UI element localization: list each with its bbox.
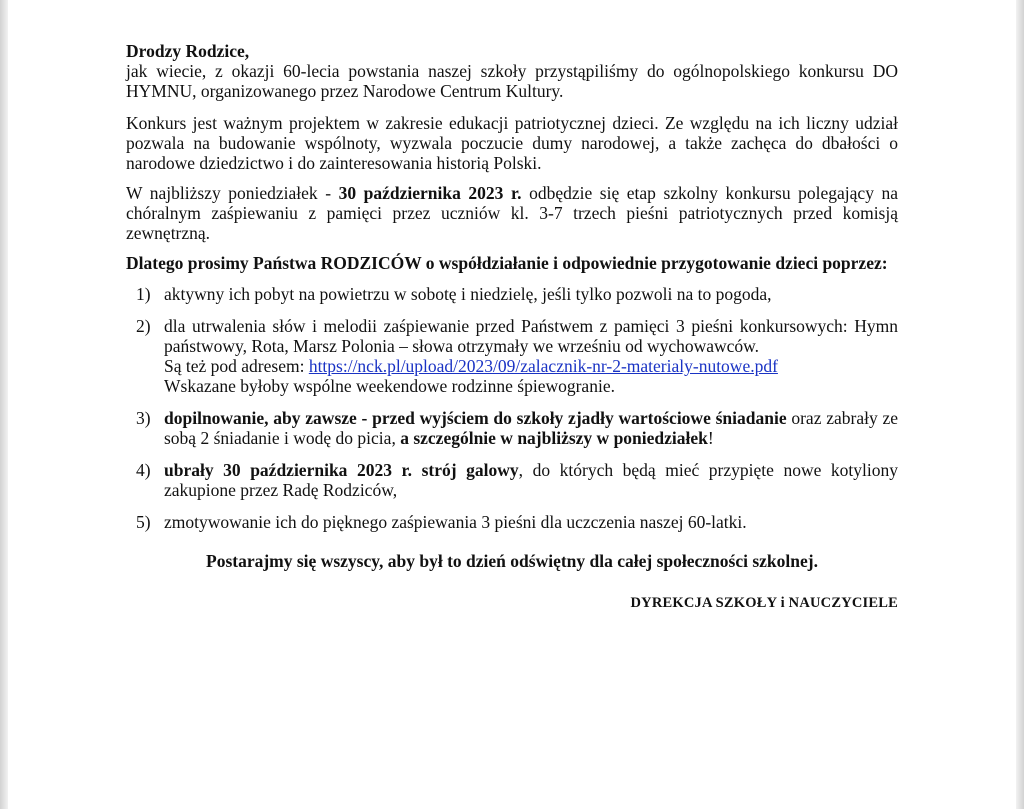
request-heading: Dlatego prosimy Państwa RODZICÓW o współdziałanie i odpowiednie przygotowanie dzieci poprzez: (126, 253, 888, 273)
paragraph-contest-date (126, 183, 898, 243)
list-number: 1) (136, 284, 151, 304)
list-item (126, 408, 898, 448)
list-text: , do których będą mieć przypięte nowe kotyliony zakupione przez Radę Rodziców, (164, 460, 898, 500)
list-text: ! (707, 428, 714, 448)
greeting: Drodzy Rodzice, (126, 41, 250, 61)
page-edge-left (0, 0, 8, 809)
materials-link[interactable]: https://nck.pl/upload/2023/09/zalacznik-nr-2-materialy-nutowe.pdf (308, 356, 778, 376)
list-text: dla utrwalenia słów i melodii zaśpiewanie przed Państwem z pamięci 3 pieśni konkursowych: Hymn państwowy, Rota, Marsz Polonia – słowa otrzymały we wrześniu od wychowawców. (164, 316, 898, 356)
address-label: Są też pod adresem: (164, 356, 309, 376)
intro-paragraph: jak wiecie, z okazji 60-lecia powstania naszej szkoły przystąpiliśmy do ogólnopolskiego konkursu DO HYMNU, organizowanego przez Narodowe Centrum Kultury. (126, 61, 898, 101)
list-text: zmotywowanie ich do pięknego zaśpiewania 3 pieśni dla uczczenia naszej 60-latki. (164, 512, 747, 532)
list-item (126, 460, 898, 500)
list-text: oraz zabrały ze sobą 2 śniadanie i wodę do picia, (164, 408, 898, 448)
list-number: 5) (136, 512, 151, 532)
request-list (126, 284, 898, 532)
address-line (164, 356, 898, 376)
page-edge-right (1016, 0, 1024, 809)
list-bold-text: a szczególnie w najbliższy w poniedziałek (400, 428, 708, 448)
list-item (126, 316, 898, 396)
list-bold-text: ubrały 30 października 2023 r. strój galowy (164, 460, 519, 480)
list-text: aktywny ich pobyt na powietrzu w sobotę i niedzielę, jeśli tylko pozwoli na to pogoda, (164, 284, 772, 304)
list-extra-text: Wskazane byłoby wspólne weekendowe rodzinne śpiewogranie. (164, 376, 615, 396)
list-item (126, 512, 898, 532)
closing-line: Postarajmy się wszyscy, aby był to dzień odświętny dla całej społeczności szkolnej. (206, 551, 818, 571)
list-number: 2) (136, 316, 151, 336)
list-item (126, 284, 898, 304)
contest-date: 30 października 2023 r. (338, 183, 522, 203)
list-number: 3) (136, 408, 151, 428)
list-bold-text: dopilnowanie, aby zawsze - przed wyjściem do szkoły zjadły wartościowe śniadanie (164, 408, 787, 428)
letter-body (126, 41, 898, 613)
paragraph-date-intro: W najbliższy poniedziałek - (126, 183, 339, 203)
signature: DYREKCJA SZKOŁY i NAUCZYCIELE (630, 595, 898, 611)
paragraph-date-details: odbędzie się etap szkolny konkursu polegający na chóralnym zaśpiewaniu z pamięci przez uczniów kl. 3-7 trzech pieśni patriotycznych przed komisją zewnętrzną. (126, 183, 899, 243)
paragraph-contest-importance: Konkurs jest ważnym projektem w zakresie edukacji patriotycznej dzieci. Ze względu na ich liczny udział pozwala na budowanie wspólnoty, wyzwala poczucie dumy narodowej, a także zachęca do dbałości o narodowe dziedzictwo i do zainteresowania historią Polski. (126, 113, 898, 173)
list-number: 4) (136, 460, 151, 480)
